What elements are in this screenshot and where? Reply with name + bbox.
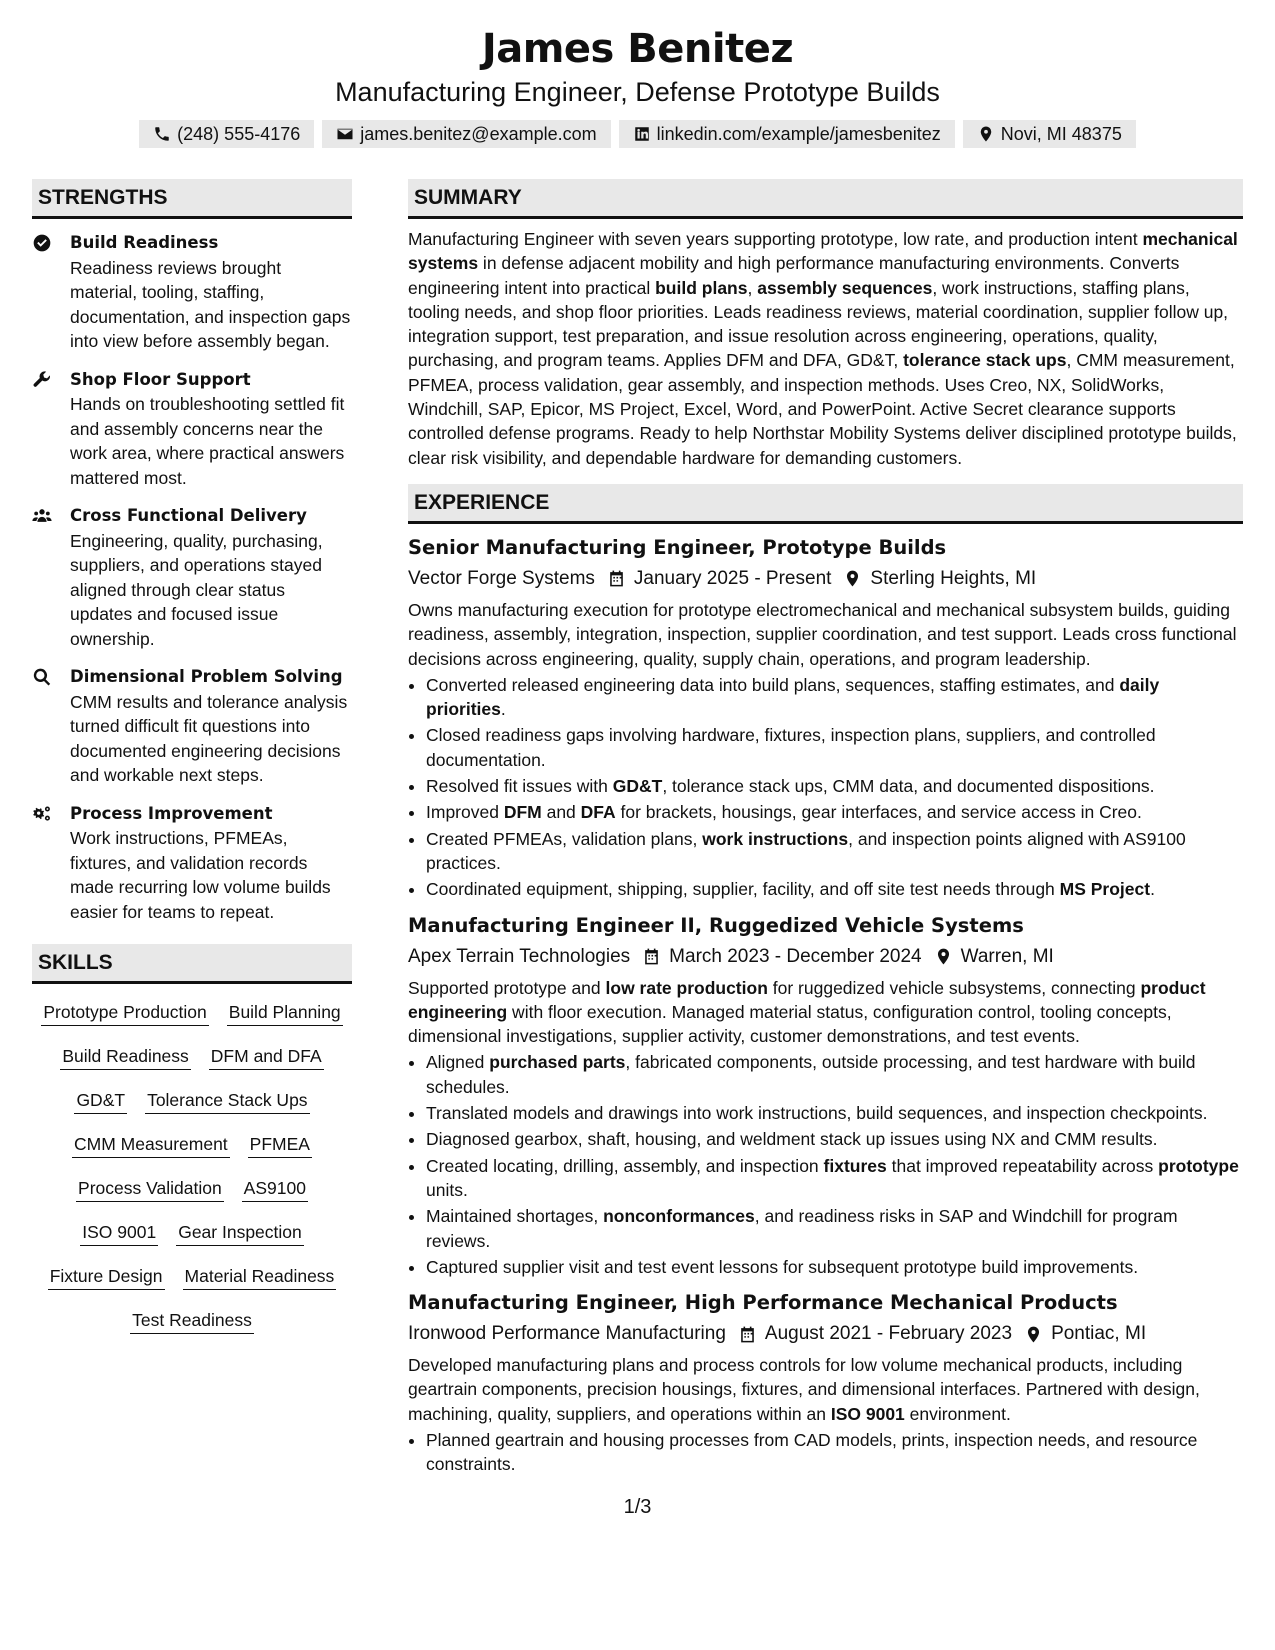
summary-heading: SUMMARY bbox=[408, 179, 1243, 219]
skill-tag: Prototype Production bbox=[41, 1000, 208, 1026]
bold-text: ISO 9001 bbox=[830, 1403, 905, 1424]
strength-title: Process Improvement bbox=[70, 803, 273, 823]
resume-header bbox=[0, 0, 1275, 148]
text-run: Aligned bbox=[426, 1052, 490, 1073]
text-run: in defense adjacent mobility and high performance manufacturing environments. Converts engineering intent into practical bbox=[408, 253, 1180, 298]
job-meta bbox=[408, 1319, 1243, 1349]
job-entry bbox=[408, 532, 1243, 902]
left-column bbox=[32, 179, 352, 1479]
text-run: with floor execution. Managed material status, configuration control, tooling concepts, dimensional investigations, supplier activity, customer demonstrations, and test events. bbox=[408, 1001, 1172, 1047]
skill-tag: ISO 9001 bbox=[80, 1220, 158, 1246]
strength-item bbox=[32, 802, 352, 925]
map-pin-icon bbox=[934, 947, 953, 966]
bold-text: build plans bbox=[655, 277, 748, 298]
bold-text: product engineering bbox=[408, 977, 1206, 1022]
email-text: james.benitez@example.com bbox=[360, 124, 597, 144]
resume-body bbox=[32, 179, 1243, 1479]
strengths-list bbox=[32, 231, 352, 924]
candidate-title: Manufacturing Engineer, Defense Prototype Builds bbox=[335, 77, 940, 107]
bold-text: fixtures bbox=[823, 1155, 887, 1176]
job-bullets bbox=[408, 673, 1243, 902]
strength-item bbox=[32, 231, 352, 354]
text-run: , CMM measurement, PFMEA, process validation, gear assembly, and inspection methods. Uses Creo, NX, SolidWorks, Windchill, SAP, Epicor, MS Project, Excel, Word, and PowerPoint. Active Secret clearance supports controlled defense programs. Ready to help Northstar Mobility Systems deliver disciplined prototype builds, clear risk visibility, and dependable hardware for demanding customers. bbox=[408, 350, 1237, 468]
bullet-item bbox=[426, 723, 1243, 772]
job-description bbox=[408, 1353, 1243, 1426]
text-run: , tolerance stack ups, CMM data, and documented dispositions. bbox=[662, 776, 1155, 797]
bullet-item bbox=[426, 800, 1243, 824]
location-text: Novi, MI 48375 bbox=[1000, 124, 1122, 144]
bold-text: DFA bbox=[580, 802, 616, 823]
bold-text: purchased parts bbox=[489, 1052, 626, 1073]
bullet-item bbox=[426, 827, 1243, 876]
contact-linkedin[interactable] bbox=[619, 120, 955, 148]
bullet-item bbox=[426, 1101, 1243, 1125]
text-run: . bbox=[1150, 879, 1155, 900]
phone-text: (248) 555-4176 bbox=[177, 124, 301, 144]
bold-text: nonconformances bbox=[603, 1206, 755, 1227]
strength-item bbox=[32, 368, 352, 491]
job-dates: March 2023 - December 2024 bbox=[669, 945, 922, 967]
strength-text: CMM results and tolerance analysis turned difficult fit questions into documented engineering decisions and workable next steps. bbox=[70, 691, 348, 785]
text-run: Created PFMEAs, validation plans, bbox=[426, 828, 703, 849]
job-title: Senior Manufacturing Engineer, Prototype Builds bbox=[408, 535, 947, 559]
text-run: for brackets, housings, gear interfaces, and service access in Creo. bbox=[615, 802, 1142, 823]
experience-section bbox=[408, 484, 1243, 1477]
text-run: environment. bbox=[904, 1403, 1011, 1424]
job-location: Warren, MI bbox=[960, 945, 1054, 967]
bold-text: tolerance stack ups bbox=[903, 350, 1067, 371]
text-run: Maintained shortages, bbox=[426, 1206, 604, 1227]
skill-tag: Material Readiness bbox=[183, 1264, 337, 1290]
job-dates: January 2025 - Present bbox=[633, 567, 832, 589]
job-meta bbox=[408, 942, 1243, 972]
bold-text: GD&T bbox=[612, 776, 663, 797]
strength-title: Shop Floor Support bbox=[70, 369, 251, 389]
job-location: Sterling Heights, MI bbox=[870, 567, 1037, 589]
calendar-icon bbox=[607, 569, 626, 588]
job-description bbox=[408, 598, 1243, 671]
bullet-item bbox=[426, 1050, 1243, 1099]
strength-text: Readiness reviews brought material, tooling, staffing, documentation, and inspection gaps into view before assembly began. bbox=[70, 257, 351, 351]
strengths-heading: STRENGTHS bbox=[32, 179, 352, 219]
skills-list bbox=[32, 984, 352, 1334]
bullet-item bbox=[426, 1127, 1243, 1151]
text-run: Developed manufacturing plans and process controls for low volume mechanical products, including geartrain components, precision housings, fixtures, and dimensional interfaces. Partnered with design, machining, quality, suppliers, and operations within an bbox=[408, 1355, 1200, 1424]
text-run: Resolved fit issues with bbox=[426, 776, 613, 797]
text-run: Converted released engineering data into build plans, sequences, staffing estimates, and bbox=[426, 674, 1120, 695]
text-run: for ruggedized vehicle subsystems, connecting bbox=[767, 977, 1141, 998]
skills-heading: SKILLS bbox=[32, 944, 352, 984]
job-list bbox=[408, 532, 1243, 1477]
bullet-item bbox=[426, 1154, 1243, 1203]
text-run: that improved repeatability across bbox=[886, 1155, 1159, 1176]
job-title: Manufacturing Engineer II, Ruggedized Vehicle Systems bbox=[408, 913, 1024, 937]
job-description bbox=[408, 976, 1243, 1049]
strength-text: Work instructions, PFMEAs, fixtures, and validation records made recurring low volume builds easier for teams to repeat. bbox=[70, 828, 331, 922]
bold-text: prototype bbox=[1158, 1155, 1239, 1176]
contact-email[interactable] bbox=[322, 120, 610, 148]
job-meta bbox=[408, 564, 1243, 594]
job-location: Pontiac, MI bbox=[1051, 1323, 1147, 1345]
search-icon bbox=[32, 667, 52, 687]
bold-text: assembly sequences bbox=[757, 277, 933, 298]
bullet-item bbox=[426, 774, 1243, 798]
text-run: Supported prototype and bbox=[408, 977, 606, 998]
skill-tag: GD&T bbox=[74, 1088, 127, 1114]
contact-phone[interactable] bbox=[139, 120, 314, 148]
linkedin-icon bbox=[633, 125, 651, 143]
strength-text: Hands on troubleshooting settled fit and assembly concerns near the work area, where practical answers mattered most. bbox=[70, 394, 345, 488]
job-dates: August 2021 - February 2023 bbox=[764, 1323, 1013, 1345]
skill-tag: DFM and DFA bbox=[209, 1044, 324, 1070]
job-bullets bbox=[408, 1428, 1243, 1477]
linkedin-text: linkedin.com/example/jamesbenitez bbox=[656, 124, 941, 144]
text-run: , fabricated components, outside processing, and test hardware with build schedules. bbox=[426, 1052, 1196, 1097]
right-column bbox=[408, 179, 1243, 1479]
candidate-name: James Benitez bbox=[481, 26, 794, 72]
bullet-item bbox=[426, 1255, 1243, 1279]
skill-tag: CMM Measurement bbox=[72, 1132, 230, 1158]
job-entry bbox=[408, 1287, 1243, 1476]
map-pin-icon bbox=[1024, 1325, 1043, 1344]
job-company: Vector Forge Systems bbox=[408, 567, 595, 589]
text-run: , bbox=[747, 277, 758, 298]
text-run: Captured supplier visit and test event lessons for subsequent prototype build improvements. bbox=[426, 1256, 1139, 1277]
contact-location bbox=[963, 120, 1136, 148]
skill-tag: Build Readiness bbox=[60, 1044, 190, 1070]
contact-bar bbox=[0, 120, 1275, 148]
text-run: Created locating, drilling, assembly, and inspection bbox=[426, 1155, 824, 1176]
text-run: Planned geartrain and housing processes from CAD models, prints, inspection needs, and resource constraints. bbox=[426, 1429, 1198, 1475]
text-run: Improved bbox=[426, 802, 504, 823]
skills-section bbox=[32, 944, 352, 1334]
text-run: units. bbox=[426, 1179, 468, 1200]
job-bullets bbox=[408, 1050, 1243, 1279]
strength-text: Engineering, quality, purchasing, suppliers, and operations stayed aligned through clear status updates and focused issue ownership. bbox=[70, 530, 323, 649]
skill-tag: AS9100 bbox=[242, 1176, 308, 1202]
bullet-item bbox=[426, 673, 1243, 722]
skill-tag: Process Validation bbox=[76, 1176, 224, 1202]
experience-heading: EXPERIENCE bbox=[408, 484, 1243, 524]
map-pin-icon bbox=[977, 125, 995, 143]
strength-title: Cross Functional Delivery bbox=[70, 506, 307, 525]
text-run: Closed readiness gaps involving hardware, fixtures, inspection plans, suppliers, and controlled documentation. bbox=[426, 725, 1156, 770]
bold-text: low rate production bbox=[605, 977, 768, 998]
text-run: , work instructions, staffing plans, tooling needs, and shop floor priorities. Leads readiness reviews, material coordination, supplier follow up, integration support, test preparation, and issue resolution across engineering, operations, quality, purchasing, and program teams. Applies DFM and DFA, GD&T, bbox=[408, 277, 1229, 371]
bold-text: mechanical systems bbox=[408, 229, 1238, 274]
wrench-icon bbox=[32, 370, 52, 390]
text-run: and bbox=[541, 802, 581, 823]
skill-tag: Test Readiness bbox=[130, 1308, 254, 1334]
envelope-icon bbox=[336, 125, 354, 143]
check-circle-icon bbox=[32, 233, 52, 253]
text-run: , and readiness risks in SAP and Windchill for program reviews. bbox=[426, 1206, 1178, 1251]
bold-text: daily priorities bbox=[426, 674, 1160, 720]
text-run: Manufacturing Engineer with seven years supporting prototype, low rate, and production intent bbox=[408, 229, 1143, 249]
gears-icon bbox=[32, 804, 52, 824]
skill-tag: PFMEA bbox=[248, 1132, 312, 1158]
bold-text: DFM bbox=[503, 802, 542, 823]
bullet-item bbox=[426, 877, 1243, 901]
phone-icon bbox=[153, 125, 171, 143]
strength-title: Build Readiness bbox=[70, 233, 219, 252]
users-icon bbox=[32, 506, 52, 526]
text-run: , and inspection points aligned with AS9100 practices. bbox=[426, 828, 1186, 873]
bold-text: work instructions bbox=[702, 828, 849, 849]
map-pin-icon bbox=[843, 569, 862, 588]
skill-tag: Build Planning bbox=[227, 1000, 343, 1026]
strength-item bbox=[32, 504, 352, 651]
skill-tag: Tolerance Stack Ups bbox=[145, 1088, 310, 1114]
text-run: Coordinated equipment, shipping, supplier, facility, and off site test needs through bbox=[426, 879, 1060, 900]
bullet-item bbox=[426, 1428, 1243, 1477]
text-run: . bbox=[500, 699, 506, 720]
text-run: Translated models and drawings into work instructions, build sequences, and inspection checkpoints. bbox=[426, 1103, 1208, 1124]
job-entry bbox=[408, 910, 1243, 1280]
bullet-item bbox=[426, 1204, 1243, 1253]
job-company: Ironwood Performance Manufacturing bbox=[408, 1323, 726, 1345]
skill-tag: Fixture Design bbox=[48, 1264, 165, 1290]
job-company: Apex Terrain Technologies bbox=[408, 945, 631, 967]
calendar-icon bbox=[738, 1325, 757, 1344]
skill-tag: Gear Inspection bbox=[176, 1220, 304, 1246]
bold-text: MS Project bbox=[1059, 879, 1151, 900]
strength-title: Dimensional Problem Solving bbox=[70, 667, 343, 686]
strength-item bbox=[32, 665, 352, 788]
job-title: Manufacturing Engineer, High Performance Mechanical Products bbox=[408, 1291, 1118, 1315]
page-number: 1/3 bbox=[623, 1496, 652, 1518]
text-run: Owns manufacturing execution for prototype electromechanical and mechanical subsystem builds, guiding readiness, assembly, integration, inspection, supplier coordination, and test support. Leads cross functional decisions across engineering, quality, supply chain, operations, and program leadership. bbox=[408, 599, 1237, 669]
summary-text bbox=[408, 227, 1243, 470]
text-run: Diagnosed gearbox, shaft, housing, and weldment stack up issues using NX and CMM results. bbox=[426, 1129, 1158, 1150]
calendar-icon bbox=[642, 947, 661, 966]
